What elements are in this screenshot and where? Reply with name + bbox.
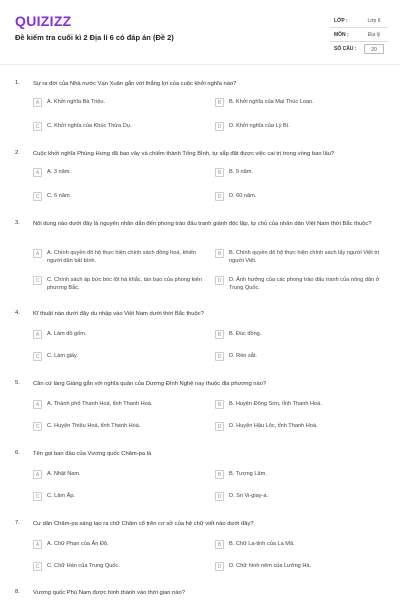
option-b[interactable] bbox=[215, 400, 385, 409]
option-letter-box: A bbox=[33, 98, 42, 107]
option-text: C. Làm giấy. bbox=[47, 353, 78, 359]
question-text: Nội dung nào dưới đây là nguyên nhân dẫn đến phong trào đấu tranh giành độc lập, tự chủ của nhân dân Việt Nam thời Bắc thuộc? bbox=[33, 221, 372, 227]
question-number: 5. bbox=[15, 380, 20, 386]
meta-count-value: 20 bbox=[364, 44, 384, 54]
option-letter-box: C bbox=[33, 492, 42, 501]
option-text: D. Rèn sắt. bbox=[229, 353, 257, 359]
option-d[interactable] bbox=[215, 276, 385, 292]
option-text: B. Khởi nghĩa của Mai Thúc Loan. bbox=[229, 99, 314, 105]
option-c[interactable] bbox=[33, 192, 193, 201]
option-text: B. Đúc đồng. bbox=[229, 331, 262, 337]
option-text: A. Chính quyền đô hộ thực hiện chính sách đồng hoá, khiến người dân bất bình. bbox=[47, 250, 196, 264]
option-letter-box: B bbox=[215, 330, 224, 339]
option-letter-box: C bbox=[33, 352, 42, 361]
option-text: C. Lâm Ấp. bbox=[47, 493, 75, 499]
option-letter-box: B bbox=[215, 540, 224, 549]
option-text: D. 60 năm. bbox=[229, 193, 257, 199]
option-a[interactable] bbox=[33, 470, 193, 479]
option-a[interactable] bbox=[33, 168, 193, 177]
option-text: A. Nhật Nam. bbox=[47, 471, 81, 477]
option-letter-box: B bbox=[215, 470, 224, 479]
option-text: B. Huyện Đông Sơn, tỉnh Thanh Hoá. bbox=[229, 401, 322, 407]
option-d[interactable] bbox=[215, 492, 385, 501]
meta-count bbox=[330, 42, 388, 56]
option-c[interactable] bbox=[33, 276, 203, 292]
option-text: A. 3 năm. bbox=[47, 169, 71, 175]
option-c[interactable] bbox=[33, 422, 203, 431]
question-text: Cư dân Chăm-pa sáng tạo ra chữ Chăm cổ trên cơ sở của hệ chữ viết nào dưới đây? bbox=[33, 521, 254, 527]
option-letter-box: D bbox=[215, 352, 224, 361]
option-text: D. Huyện Hậu Lộc, tỉnh Thanh Hoá. bbox=[229, 423, 318, 429]
option-a[interactable] bbox=[33, 330, 193, 339]
option-letter-box: A bbox=[33, 470, 42, 479]
question-text: Cuộc khởi nghĩa Phùng Hưng đã bao vây và chiếm thành Tống Bình, tự sắp đặt được việc cai trị trong vòng bao lâu? bbox=[33, 151, 335, 157]
option-letter-box: C bbox=[33, 562, 42, 571]
option-text: A. Làm đồ gốm. bbox=[47, 331, 87, 337]
question-number: 3. bbox=[15, 220, 20, 226]
option-letter-box: D bbox=[215, 422, 224, 431]
option-d[interactable] bbox=[215, 352, 385, 361]
worksheet-header bbox=[0, 0, 400, 64]
option-text: C. Khởi nghĩa của Khúc Thừa Dụ. bbox=[47, 123, 132, 129]
option-c[interactable] bbox=[33, 122, 193, 131]
quizizz-logo: QUIZIZZ bbox=[15, 13, 72, 29]
option-letter-box: A bbox=[33, 400, 42, 409]
option-letter-box: A bbox=[33, 330, 42, 339]
question-number: 6. bbox=[15, 450, 20, 456]
option-letter-box: B bbox=[215, 249, 224, 258]
option-a[interactable] bbox=[33, 540, 193, 549]
option-text: D. Khởi nghĩa của Lý Bí. bbox=[229, 123, 290, 129]
option-text: C. Chữ Hán của Trung Quốc. bbox=[47, 563, 120, 569]
option-letter-box: B bbox=[215, 168, 224, 177]
question-text: Vương quốc Phù Nam được hình thành vào thời gian nào? bbox=[33, 590, 185, 596]
option-text: B. Chính quyền đô hộ thực hiện chính sách lấy người Việt trị người Việt. bbox=[229, 250, 380, 264]
option-d[interactable] bbox=[215, 562, 385, 571]
option-b[interactable] bbox=[215, 330, 385, 339]
option-text: B. Tượng Lâm. bbox=[229, 471, 267, 477]
question-text: Kĩ thuật nào dưới đây du nhập vào Việt Nam dưới thời Bắc thuộc? bbox=[33, 311, 204, 317]
question-text: Sự ra đời của Nhà nước Vạn Xuân gắn với thắng lợi của cuộc khởi nghĩa nào? bbox=[33, 81, 237, 87]
option-a[interactable] bbox=[33, 400, 203, 409]
option-b[interactable] bbox=[215, 470, 385, 479]
meta-grade-value: Lớp 6 bbox=[367, 18, 381, 24]
option-text: D. Chữ hình nêm của Lưỡng Hà. bbox=[229, 563, 312, 569]
question-number: 7. bbox=[15, 520, 20, 526]
option-d[interactable] bbox=[215, 422, 385, 431]
option-text: B. 9 năm. bbox=[229, 169, 253, 175]
option-b[interactable] bbox=[215, 98, 385, 107]
option-letter-box: B bbox=[215, 400, 224, 409]
option-text: D. Sri Vi-giay-a. bbox=[229, 493, 269, 499]
question-number: 1. bbox=[15, 80, 20, 86]
option-d[interactable] bbox=[215, 192, 385, 201]
option-b[interactable] bbox=[215, 168, 385, 177]
option-d[interactable] bbox=[215, 122, 385, 131]
question-text: Căn cứ làng Giàng gắn với nghĩa quân của Dương Đình Nghệ nay thuộc địa phương nào? bbox=[33, 381, 267, 387]
option-text: B. Chữ La-tinh của La Mã. bbox=[229, 541, 295, 547]
header-divider bbox=[0, 64, 400, 65]
option-text: A. Chữ Phạn của Ấn Độ. bbox=[47, 541, 109, 547]
option-text: D. Ảnh hưởng của các phong trào đấu tranh của nông dân ở Trung Quốc. bbox=[229, 277, 380, 291]
option-text: C. 6 năm. bbox=[47, 193, 72, 199]
option-b[interactable] bbox=[215, 249, 385, 265]
option-b[interactable] bbox=[215, 540, 385, 549]
option-letter-box: A bbox=[33, 249, 42, 258]
meta-grade-label: LỚP : bbox=[334, 18, 348, 24]
option-text: A. Khởi nghĩa Bà Triệu. bbox=[47, 99, 106, 105]
option-letter-box: C bbox=[33, 122, 42, 131]
question-number: 4. bbox=[15, 310, 20, 316]
option-letter-box: D bbox=[215, 492, 224, 501]
question-text: Tên gọi ban đầu của Vương quốc Chăm-pa là bbox=[33, 451, 152, 457]
page-title: Đề kiểm tra cuối kì 2 Địa lí 6 có đáp án (Đề 2) bbox=[15, 33, 174, 42]
option-letter-box: D bbox=[215, 276, 224, 285]
option-letter-box: C bbox=[33, 276, 42, 285]
meta-subject bbox=[330, 28, 388, 42]
meta-count-label: SỐ CÂU : bbox=[334, 46, 357, 52]
option-text: C. Chính sách áp bức bóc lột hà khắc, tàn bạo của phong kiến phương Bắc. bbox=[47, 277, 202, 291]
option-a[interactable] bbox=[33, 98, 193, 107]
option-c[interactable] bbox=[33, 352, 193, 361]
option-letter-box: B bbox=[215, 98, 224, 107]
option-letter-box: A bbox=[33, 540, 42, 549]
option-c[interactable] bbox=[33, 492, 193, 501]
meta-subject-value: Địa lý bbox=[367, 32, 381, 38]
question-number: 2. bbox=[15, 150, 20, 156]
option-letter-box: D bbox=[215, 122, 224, 131]
option-text: C. Huyện Thiệu Hoá, tỉnh Thanh Hoá. bbox=[47, 423, 141, 429]
option-letter-box: C bbox=[33, 422, 42, 431]
option-a[interactable] bbox=[33, 249, 203, 265]
meta-subject-label: MÔN : bbox=[334, 32, 349, 38]
option-letter-box: C bbox=[33, 192, 42, 201]
option-text: A. Thành phố Thanh Hoá, tỉnh Thanh Hoá. bbox=[47, 401, 153, 407]
option-letter-box: A bbox=[33, 168, 42, 177]
option-letter-box: D bbox=[215, 192, 224, 201]
question-number: 8. bbox=[15, 589, 20, 595]
option-c[interactable] bbox=[33, 562, 193, 571]
meta-panel bbox=[330, 14, 388, 56]
option-letter-box: D bbox=[215, 562, 224, 571]
meta-grade bbox=[330, 14, 388, 28]
